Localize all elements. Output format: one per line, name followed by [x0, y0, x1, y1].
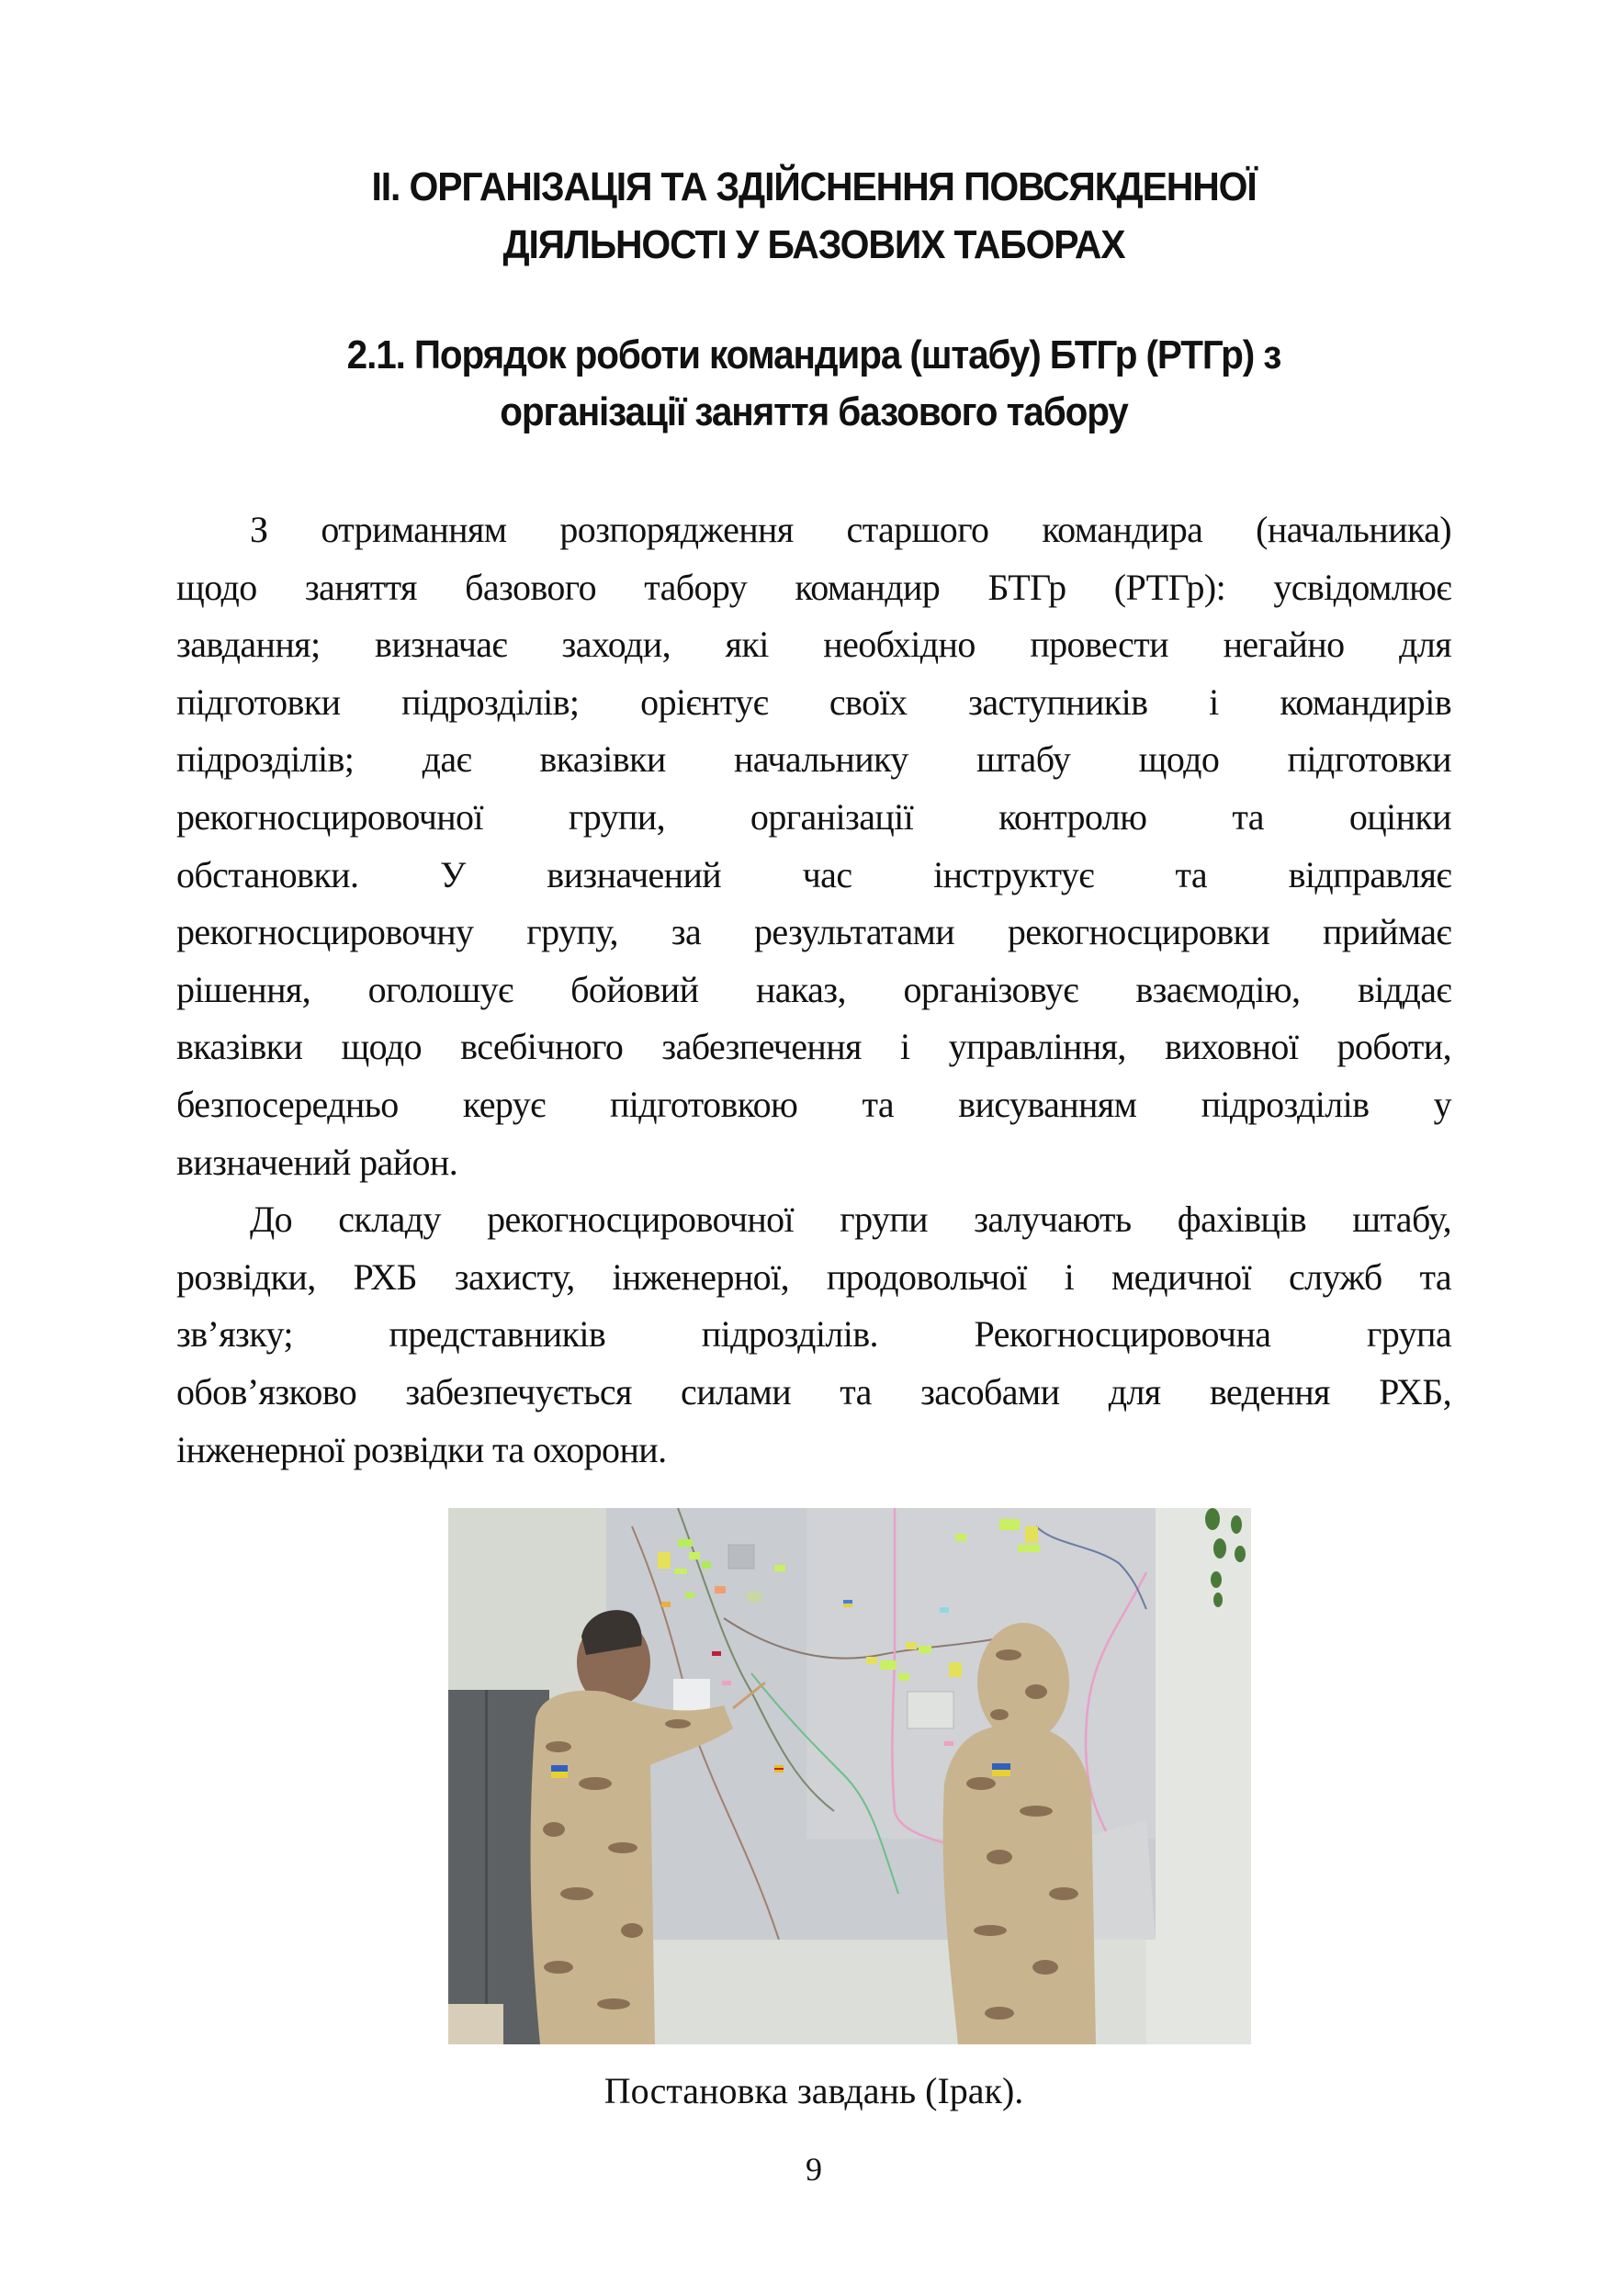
text-line: обов’язково забезпечується силами та засобами для ведення РХБ, — [176, 1370, 1451, 1412]
text-line: До складу рекогносцировочної групи залучають фахівців штабу, — [250, 1199, 1451, 1241]
section-title — [228, 327, 1401, 441]
text-line: інженерної розвідки та охорони. — [176, 1428, 667, 1470]
text-line: визначений район. — [176, 1141, 458, 1183]
section-title-line: організації заняття базового табору — [500, 389, 1128, 434]
text-line: рішення, оголошує бойовий наказ, організовує взаємодію, віддає — [176, 968, 1451, 1010]
chapter-title-line: ДІЯЛЬНОСТІ У БАЗОВИХ ТАБОРАХ — [502, 222, 1125, 267]
text-line: вказівки щодо всебічного забезпечення і управління, виховної роботи, — [176, 1026, 1451, 1068]
text-line: безпосередньо керує підготовкою та висуванням підрозділів у — [176, 1083, 1451, 1125]
text-line: зв’язку; представників підрозділів. Рекогносцировочна група — [176, 1313, 1451, 1356]
paragraph — [176, 1191, 1451, 1479]
photo-soldiers-at-map — [448, 1508, 1251, 2044]
chapter-title-line: II. ОРГАНІЗАЦІЯ ТА ЗДІЙСНЕННЯ ПОВСЯКДЕННОЇ — [371, 164, 1257, 209]
text-line: завдання; визначає заходи, які необхідно провести негайно для — [176, 624, 1451, 666]
text-line: рекогносцировочну групу, за результатами рекогносцировки приймає — [176, 911, 1451, 953]
text-line: розвідки, РХБ захисту, інженерної, продовольчої і медичної служб та — [176, 1255, 1451, 1298]
text-line: рекогносцировочної групи, організації контролю та оцінки — [176, 795, 1451, 838]
photo-illustration — [448, 1508, 1251, 2044]
text-line: щодо заняття базового табору командир БТГр (РТГр): усвідомлює — [176, 566, 1451, 608]
text-line: обстановки. У визначений час інструктує та відправляє — [176, 853, 1451, 895]
body-text — [176, 501, 1451, 1479]
paragraph — [176, 501, 1451, 1191]
text-line: З отриманням розпорядження старшого командира (начальника) — [250, 509, 1451, 550]
page-number: 9 — [806, 2151, 822, 2188]
chapter-title — [221, 158, 1407, 274]
text-line: підрозділів; дає вказівки начальнику штабу щодо підготовки — [176, 738, 1451, 781]
figure-caption: Постановка завдань (Ірак). — [603, 2070, 1024, 2111]
text-line: підготовки підрозділів; орієнтує своїх заступників і командирів — [176, 681, 1451, 723]
section-title-line: 2.1. Порядок роботи командира (штабу) БТГр (РТГр) з — [346, 332, 1281, 377]
